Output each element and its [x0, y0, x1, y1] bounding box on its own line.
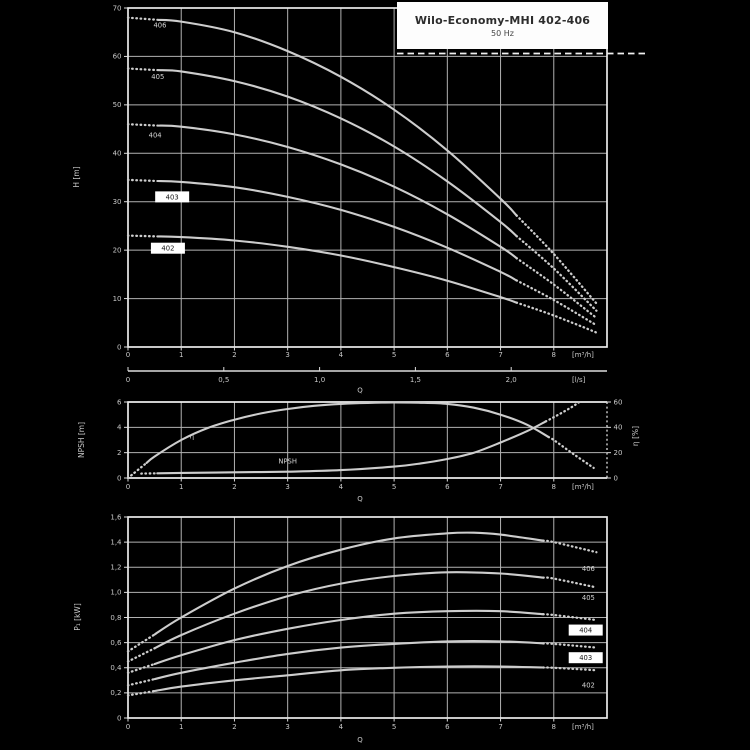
y-right-tick-label: 0	[613, 474, 618, 483]
y-right-tick-label: 40	[613, 423, 623, 432]
curve-405	[128, 648, 155, 661]
q-axis-label: Q	[357, 386, 363, 395]
curve-label-402: 402	[581, 681, 595, 690]
y-axis-name-right: η [%]	[631, 425, 640, 447]
curve-402	[155, 666, 543, 691]
x-tick-label: 0	[125, 351, 131, 359]
ls-tick-label: 1,0	[314, 376, 326, 384]
y-tick-label: 0,2	[110, 689, 122, 698]
curve-η	[147, 403, 549, 466]
curve-label-403: 403	[579, 654, 593, 663]
curve-404	[517, 258, 597, 318]
curve-403	[157, 181, 516, 280]
curve-404	[128, 664, 155, 673]
curve-404	[128, 124, 157, 125]
ls-tick-label: 0,5	[218, 376, 230, 384]
x-tick-label: 7	[498, 351, 503, 359]
curve-405	[128, 69, 157, 71]
curve-404	[155, 611, 543, 664]
x-tick-label: 3	[285, 483, 290, 491]
y-tick-label: 1,2	[110, 563, 122, 572]
x-tick-label: 2	[232, 483, 237, 491]
curve-η	[128, 463, 147, 478]
ls-tick-label: 0	[125, 376, 131, 384]
x-tick-label: 6	[445, 723, 450, 731]
x-tick-label: 0	[125, 723, 131, 731]
curve-402	[128, 236, 157, 237]
curve-406	[128, 18, 157, 20]
y-axis-name: H [m]	[72, 166, 81, 188]
q-axis-label: Q	[357, 495, 363, 503]
y-tick-label: 0	[117, 474, 122, 483]
y-right-tick-label: 20	[613, 448, 623, 457]
x-tick-label: 1	[178, 483, 184, 491]
x-tick-label: 2	[232, 723, 237, 731]
y-tick-label: 0,6	[110, 638, 122, 647]
x-unit-label: [m³/h]	[572, 351, 594, 359]
curve-NPSH	[546, 401, 581, 421]
curve-label-404: 404	[148, 131, 162, 140]
y-axis-name: NPSH [m]	[77, 421, 86, 459]
y-tick-label: 0,8	[110, 613, 122, 622]
plot-border	[128, 8, 607, 347]
y-tick-label: 4	[117, 423, 122, 432]
x-tick-label: 5	[391, 351, 397, 359]
curve-402	[157, 236, 516, 302]
curve-403	[128, 679, 155, 685]
y-tick-label: 1,6	[110, 513, 122, 522]
chart-title-box	[397, 2, 608, 49]
x-tick-label: 5	[391, 483, 397, 491]
y-axis-name: P₁ [kW]	[73, 603, 82, 631]
y-tick-label: 2	[117, 448, 122, 457]
x-tick-label: 1	[178, 723, 184, 731]
curve-label-402: 402	[161, 244, 175, 253]
curve-label-404: 404	[579, 626, 593, 635]
ls-tick-label: 2,0	[505, 376, 517, 384]
ls-unit-label: [l/s]	[572, 376, 586, 384]
y-tick-label: 20	[112, 246, 122, 255]
x-tick-label: 2	[232, 351, 237, 359]
x-tick-label: 0	[125, 483, 131, 491]
curve-405	[543, 577, 596, 587]
curve-NPSH	[157, 421, 546, 473]
curve-label-η: η	[189, 432, 195, 441]
x-tick-label: 8	[551, 351, 557, 359]
y-tick-label: 40	[112, 149, 122, 158]
x-tick-label: 5	[391, 723, 397, 731]
x-tick-label: 7	[498, 483, 503, 491]
y-tick-label: 6	[117, 398, 122, 407]
q-axis-label: Q	[357, 736, 363, 744]
chart-subtitle: 50 Hz	[491, 28, 514, 38]
x-tick-label: 7	[498, 723, 503, 731]
x-tick-label: 4	[338, 723, 344, 731]
curve-label-406: 406	[153, 21, 167, 30]
x-tick-label: 4	[338, 351, 344, 359]
curve-406	[517, 215, 597, 303]
y-right-tick-label: 60	[613, 398, 623, 407]
x-tick-label: 6	[445, 483, 450, 491]
x-tick-label: 6	[445, 351, 450, 359]
x-tick-label: 3	[285, 723, 290, 731]
x-tick-label: 3	[285, 351, 290, 359]
y-tick-label: 10	[112, 294, 122, 303]
curve-403	[543, 643, 596, 647]
ls-tick-label: 1,5	[409, 376, 421, 384]
curve-405	[517, 236, 597, 311]
x-unit-label: [m³/h]	[572, 723, 594, 731]
x-tick-label: 1	[178, 351, 184, 359]
y-tick-label: 1,4	[110, 538, 122, 547]
y-tick-label: 0,4	[110, 664, 122, 673]
x-tick-label: 4	[338, 483, 344, 491]
x-unit-label: [m³/h]	[572, 483, 594, 491]
y-tick-label: 30	[112, 198, 122, 207]
x-tick-label: 8	[551, 483, 557, 491]
y-tick-label: 60	[112, 52, 122, 61]
curve-label-406: 406	[581, 564, 595, 573]
y-tick-label: 70	[112, 4, 122, 13]
y-tick-label: 0	[117, 343, 122, 352]
x-tick-label: 8	[551, 723, 557, 731]
curve-label-405: 405	[581, 593, 595, 602]
plot-border	[128, 402, 607, 478]
curve-label-NPSH: NPSH	[278, 457, 297, 466]
curve-403	[128, 180, 157, 181]
chart-title: Wilo-Economy-MHI 402-406	[414, 13, 591, 27]
y-tick-label: 1,0	[110, 588, 122, 597]
curve-label-403: 403	[165, 193, 179, 202]
y-tick-label: 50	[112, 101, 122, 110]
curve-label-405: 405	[151, 73, 165, 82]
y-tick-label: 0	[117, 714, 122, 723]
